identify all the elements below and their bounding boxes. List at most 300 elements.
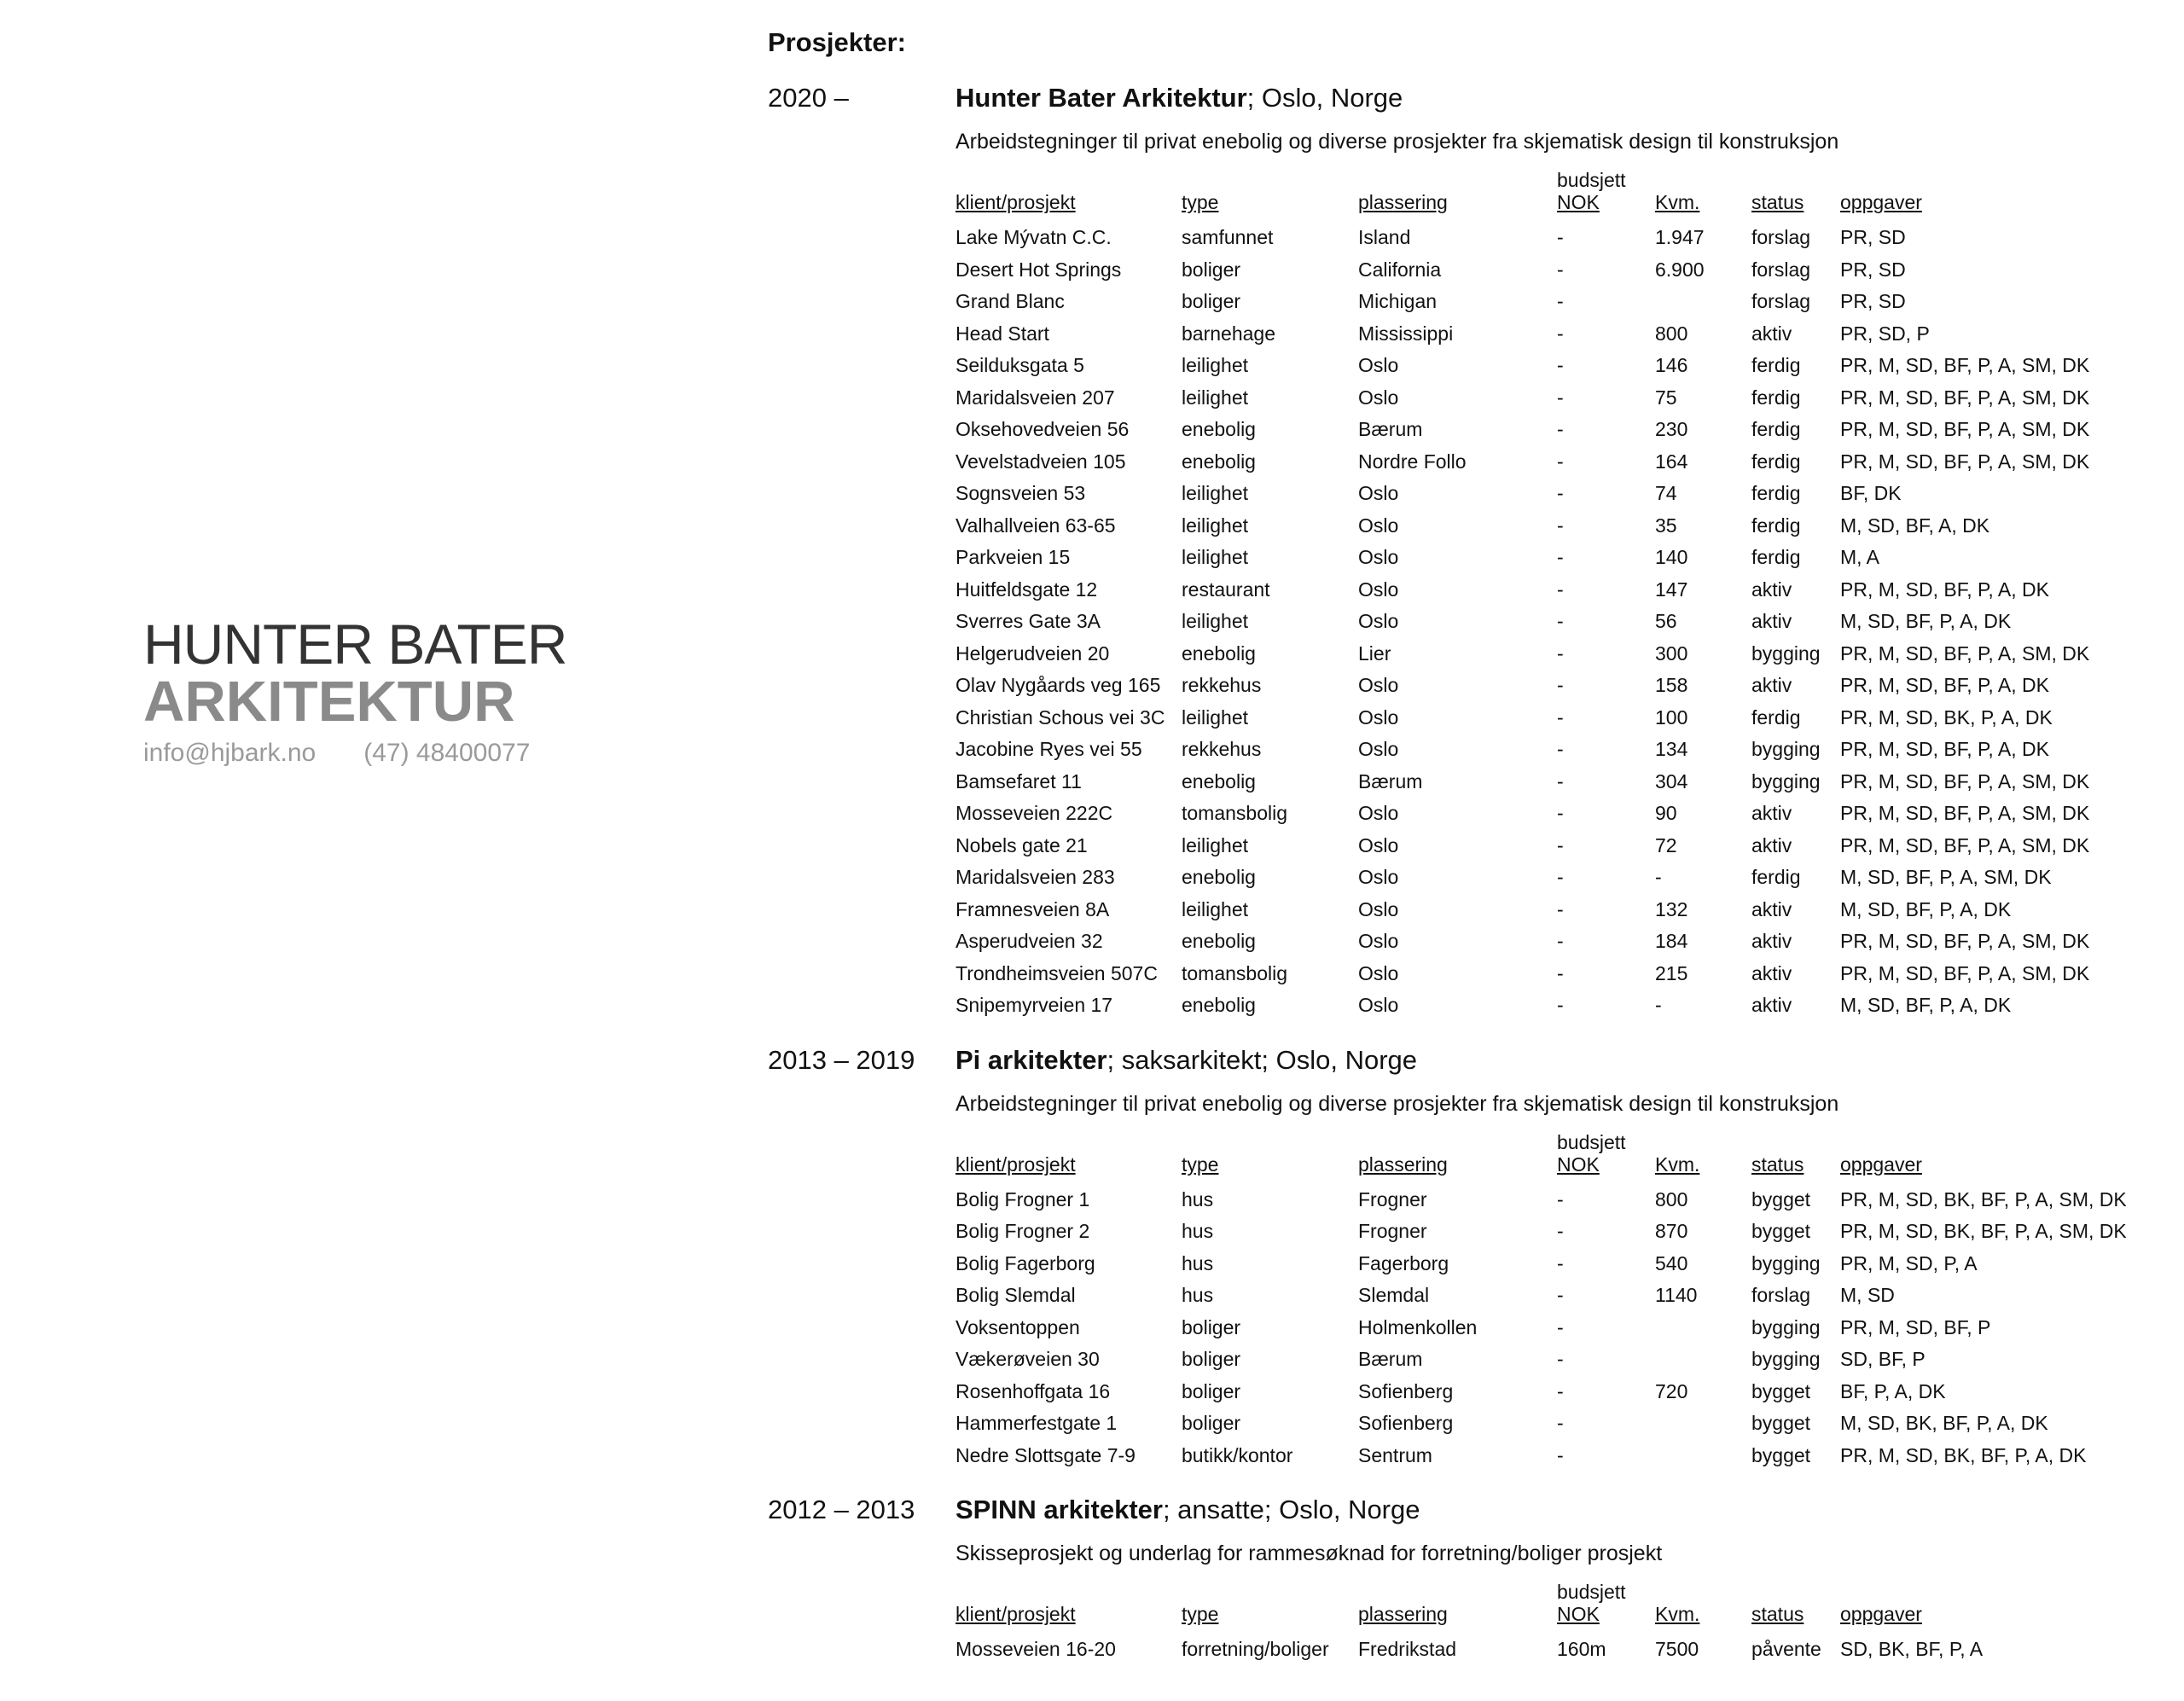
cell-tasks: M, SD, BF, P, A, SM, DK (1840, 866, 2052, 889)
cell-client: Hammerfestgate 1 (956, 1412, 1118, 1435)
cell-area: 800 (1655, 1187, 1688, 1210)
cell-tasks: PR, M, SD, BF, P, A, DK (1840, 738, 2049, 761)
cell-client: Sverres Gate 3A (956, 610, 1101, 633)
cell-budget: - (1557, 705, 1564, 729)
cell-tasks: PR, M, SD, P, A (1840, 1251, 1978, 1274)
col-area: Kvm. (1655, 1603, 1700, 1625)
col-status: status (1751, 1603, 1804, 1625)
cell-tasks: PR, M, SD, BF, P, A, SM, DK (1840, 354, 2090, 377)
cell-location: Oslo (1358, 578, 1399, 601)
cell-tasks: PR, M, SD, BF, P (1840, 1315, 1991, 1338)
cell-budget: - (1557, 674, 1564, 697)
table-row (956, 862, 2167, 894)
cell-client: Vevelstadveien 105 (956, 450, 1126, 473)
table-header (956, 165, 2167, 213)
cell-location: Oslo (1358, 833, 1399, 856)
contact-phone: (47) 48400077 (363, 739, 531, 767)
cell-status: forslag (1751, 1284, 1811, 1307)
cell-area: 35 (1655, 514, 1677, 537)
cell-location: Bærum (1358, 418, 1423, 441)
cell-location: Oslo (1358, 354, 1399, 377)
cell-type: restaurant (1182, 578, 1270, 601)
cell-budget: - (1557, 482, 1564, 505)
cell-status: bygget (1751, 1379, 1811, 1402)
section-title (956, 1045, 1417, 1076)
cell-area: 146 (1655, 354, 1688, 377)
cell-tasks: PR, M, SD, BF, P, A, DK (1840, 578, 2049, 601)
cell-location: Oslo (1358, 738, 1399, 761)
cell-budget: - (1557, 769, 1564, 792)
cell-location: Oslo (1358, 610, 1399, 633)
col-budget-line2: NOK (1557, 1152, 1600, 1176)
cell-type: rekkehus (1182, 674, 1262, 697)
cell-client: Jacobine Ryes vei 55 (956, 738, 1142, 761)
cell-area: 230 (1655, 418, 1688, 441)
section-description: Skisseprosjekt og underlag for rammesøknad for forretning/boliger prosjekt (956, 1541, 1663, 1565)
cell-tasks: M, SD, BF, P, A, DK (1840, 897, 2012, 920)
cell-tasks: PR, SD (1840, 226, 1906, 249)
cell-budget: - (1557, 738, 1564, 761)
projects-content (768, 24, 2167, 1678)
section-years: 2020 – (768, 83, 849, 113)
cell-area: 90 (1655, 802, 1677, 825)
cell-status: aktiv (1751, 578, 1792, 601)
cell-budget: - (1557, 514, 1564, 537)
project-sections (768, 72, 2167, 1678)
cell-area: 870 (1655, 1220, 1688, 1243)
cell-area: 134 (1655, 738, 1688, 761)
table-row (956, 606, 2167, 638)
cell-status: aktiv (1751, 610, 1792, 633)
cell-budget: - (1557, 1315, 1564, 1338)
cell-status: aktiv (1751, 897, 1792, 920)
cell-area: 720 (1655, 1379, 1688, 1402)
cell-tasks: PR, M, SD, BK, P, A, DK (1840, 705, 2053, 729)
cell-type: leilighet (1182, 386, 1248, 409)
cell-client: Maridalsveien 283 (956, 866, 1115, 889)
company-name: Hunter Bater Arkitektur (956, 83, 1247, 113)
table-header (956, 1577, 2167, 1625)
cell-type: tomansbolig (1182, 802, 1288, 825)
cell-client: Snipemyrveien 17 (956, 994, 1113, 1017)
cell-area: 800 (1655, 322, 1688, 345)
cell-client: Bolig Slemdal (956, 1284, 1076, 1307)
cell-tasks: PR, M, SD, BF, P, A, SM, DK (1840, 769, 2090, 792)
cell-location: Slemdal (1358, 1284, 1430, 1307)
cell-area: 140 (1655, 546, 1688, 569)
page-heading: Prosjekter: (768, 27, 906, 57)
cell-budget: - (1557, 802, 1564, 825)
cell-client: Vækerøveien 30 (956, 1348, 1100, 1371)
col-client: klient/prosjekt (956, 191, 1076, 213)
cell-status: ferdig (1751, 514, 1801, 537)
cell-location: Nordre Follo (1358, 450, 1467, 473)
cell-tasks: PR, M, SD, BF, P, A, SM, DK (1840, 833, 2090, 856)
cell-budget: - (1557, 1443, 1564, 1466)
cell-tasks: M, SD, BF, P, A, DK (1840, 610, 2012, 633)
col-location: plassering (1358, 191, 1448, 213)
cell-type: hus (1182, 1220, 1214, 1243)
cell-status: aktiv (1751, 322, 1792, 345)
table-row (956, 894, 2167, 926)
cell-location: Oslo (1358, 386, 1399, 409)
cell-location: Oslo (1358, 802, 1399, 825)
cell-type: rekkehus (1182, 738, 1262, 761)
cell-tasks: PR, SD (1840, 290, 1906, 313)
cell-tasks: BF, DK (1840, 482, 1902, 505)
table-row (956, 1312, 2167, 1344)
cell-area: 56 (1655, 610, 1677, 633)
col-tasks: oppgaver (1840, 1603, 1922, 1625)
cell-budget: - (1557, 290, 1564, 313)
cell-status: ferdig (1751, 386, 1801, 409)
cell-client: Head Start (956, 322, 1049, 345)
cell-client: Nobels gate 21 (956, 833, 1088, 856)
table-row (956, 542, 2167, 574)
cell-client: Olav Nygåards veg 165 (956, 674, 1161, 697)
project-section (768, 1034, 2167, 1484)
cell-location: Bærum (1358, 769, 1423, 792)
cell-location: Oslo (1358, 930, 1399, 953)
cell-type: enebolig (1182, 994, 1256, 1017)
col-type: type (1182, 1603, 1219, 1625)
cell-status: aktiv (1751, 833, 1792, 856)
cell-budget: - (1557, 1379, 1564, 1402)
cell-status: bygging (1751, 642, 1821, 665)
table-row (956, 958, 2167, 990)
cell-client: Rosenhoffgata 16 (956, 1379, 1111, 1402)
cell-client: Valhallveien 63-65 (956, 514, 1116, 537)
table-row (956, 414, 2167, 446)
company-logo (143, 612, 587, 768)
table-row (956, 990, 2167, 1022)
cell-budget: - (1557, 578, 1564, 601)
table-row (956, 1248, 2167, 1280)
cell-location: Michigan (1358, 290, 1438, 313)
company-details: ; saksarkitekt; Oslo, Norge (1107, 1044, 1418, 1075)
cell-client: Voksentoppen (956, 1315, 1080, 1338)
cell-tasks: M, SD, BF, A, DK (1840, 514, 1990, 537)
cell-client: Oksehovedveien 56 (956, 418, 1130, 441)
cell-tasks: PR, M, SD, BF, P, A, SM, DK (1840, 386, 2090, 409)
cell-tasks: PR, M, SD, BF, P, A, SM, DK (1840, 961, 2090, 984)
cell-tasks: PR, M, SD, BK, BF, P, A, SM, DK (1840, 1187, 2127, 1210)
cell-budget: - (1557, 642, 1564, 665)
cell-status: bygget (1751, 1412, 1811, 1435)
cell-type: tomansbolig (1182, 961, 1288, 984)
table-row (956, 1344, 2167, 1376)
cell-location: Oslo (1358, 674, 1399, 697)
cell-type: hus (1182, 1187, 1214, 1210)
section-header (768, 1483, 2167, 1536)
cell-location: Oslo (1358, 961, 1399, 984)
col-budget-line2: NOK (1557, 191, 1600, 213)
table-row (956, 1376, 2167, 1408)
table-row (956, 286, 2167, 318)
table-row (956, 1440, 2167, 1472)
section-title (956, 83, 1403, 113)
cell-client: Bolig Frogner 1 (956, 1187, 1090, 1210)
section-spacer (768, 1022, 2167, 1034)
cell-type: samfunnet (1182, 226, 1274, 249)
projects-table (956, 1128, 2167, 1472)
cell-status: aktiv (1751, 802, 1792, 825)
cell-area: 6.900 (1655, 258, 1705, 281)
cell-budget: - (1557, 1412, 1564, 1435)
cell-area: 132 (1655, 897, 1688, 920)
section-title (956, 1495, 1420, 1525)
cell-tasks: PR, M, SD, BF, P, A, SM, DK (1840, 418, 2090, 441)
cell-status: ferdig (1751, 482, 1801, 505)
cell-area: - (1655, 994, 1662, 1017)
cell-budget: - (1557, 1220, 1564, 1243)
col-tasks: oppgaver (1840, 191, 1922, 213)
cell-client: Seilduksgata 5 (956, 354, 1084, 377)
cell-tasks: SD, BK, BF, P, A (1840, 1638, 1984, 1661)
cell-status: bygget (1751, 1220, 1811, 1243)
cell-area: 100 (1655, 705, 1688, 729)
cell-type: enebolig (1182, 866, 1256, 889)
company-name: Pi arkitekter (956, 1044, 1107, 1075)
col-type: type (1182, 191, 1219, 213)
cell-tasks: PR, M, SD, BF, P, A, SM, DK (1840, 450, 2090, 473)
table-row (956, 702, 2167, 734)
cell-type: boliger (1182, 1315, 1241, 1338)
cell-status: påvente (1751, 1638, 1821, 1661)
cell-client: Framnesveien 8A (956, 897, 1110, 920)
cell-status: aktiv (1751, 961, 1792, 984)
cell-location: Sentrum (1358, 1443, 1432, 1466)
cell-location: Frogner (1358, 1187, 1427, 1210)
cell-status: bygging (1751, 1348, 1821, 1371)
cell-status: forslag (1751, 258, 1811, 281)
col-budget-line1: budsjett (1557, 1581, 1626, 1603)
cell-status: ferdig (1751, 418, 1801, 441)
cell-status: forslag (1751, 226, 1811, 249)
cell-client: Bamsefaret 11 (956, 769, 1082, 792)
table-row (956, 222, 2167, 254)
table-row (956, 1634, 2167, 1666)
table-row (956, 638, 2167, 671)
cell-area: 147 (1655, 578, 1688, 601)
col-client: klient/prosjekt (956, 1603, 1076, 1625)
cell-budget: - (1557, 1187, 1564, 1210)
project-section (768, 72, 2167, 1034)
cell-status: ferdig (1751, 866, 1801, 889)
cell-tasks: PR, M, SD, BK, BF, P, A, DK (1840, 1443, 2087, 1466)
cell-budget: - (1557, 1251, 1564, 1274)
cell-type: boliger (1182, 1412, 1241, 1435)
cell-tasks: PR, M, SD, BF, P, A, DK (1840, 674, 2049, 697)
table-row (956, 1280, 2167, 1312)
company-name: SPINN arkitekter (956, 1495, 1163, 1524)
table-row (956, 1408, 2167, 1440)
cell-client: Asperudveien 32 (956, 930, 1103, 953)
project-section (768, 1483, 2167, 1678)
cell-tasks: BF, P, A, DK (1840, 1379, 1946, 1402)
cell-type: enebolig (1182, 450, 1256, 473)
cell-location: Sofienberg (1358, 1379, 1454, 1402)
cell-location: Frogner (1358, 1220, 1427, 1243)
col-client: klient/prosjekt (956, 1152, 1076, 1176)
table-row (956, 350, 2167, 382)
section-description: Arbeidstegninger til privat enebolig og diverse prosjekter fra skjematisk design til konstruksjon (956, 130, 1839, 154)
cell-type: enebolig (1182, 930, 1256, 953)
table-row (956, 830, 2167, 862)
col-type: type (1182, 1152, 1219, 1176)
cell-area: 304 (1655, 769, 1688, 792)
cell-client: Bolig Frogner 2 (956, 1220, 1090, 1243)
cell-status: bygget (1751, 1187, 1811, 1210)
cell-type: leilighet (1182, 514, 1248, 537)
table-row (956, 1216, 2167, 1248)
table-header (956, 1128, 2167, 1176)
cell-location: Mississippi (1358, 322, 1454, 345)
cell-type: butikk/kontor (1182, 1443, 1293, 1466)
cell-location: Oslo (1358, 514, 1399, 537)
cell-status: bygging (1751, 1315, 1821, 1338)
table-row (956, 382, 2167, 415)
table-row (956, 670, 2167, 702)
cell-client: Bolig Fagerborg (956, 1251, 1095, 1274)
cell-type: enebolig (1182, 769, 1256, 792)
cell-type: leilighet (1182, 482, 1248, 505)
section-years: 2012 – 2013 (768, 1495, 915, 1524)
cell-budget: - (1557, 354, 1564, 377)
cell-client: Grand Blanc (956, 290, 1065, 313)
cell-budget: - (1557, 897, 1564, 920)
col-budget (1557, 1131, 1655, 1176)
cell-tasks: M, A (1840, 546, 1880, 569)
cell-area: 1140 (1655, 1284, 1698, 1307)
cell-budget: - (1557, 386, 1564, 409)
cell-type: hus (1182, 1284, 1214, 1307)
cell-tasks: M, SD (1840, 1284, 1895, 1307)
col-budget (1557, 169, 1655, 213)
cell-type: leilighet (1182, 897, 1248, 920)
cell-location: Oslo (1358, 994, 1399, 1017)
contact-email: info@hjbark.no (143, 739, 317, 767)
cell-type: leilighet (1182, 354, 1248, 377)
cell-type: leilighet (1182, 610, 1248, 633)
cell-type: boliger (1182, 1348, 1241, 1371)
col-area: Kvm. (1655, 1152, 1700, 1176)
cell-area: 164 (1655, 450, 1688, 473)
col-status: status (1751, 191, 1804, 213)
cell-area: 300 (1655, 642, 1688, 665)
col-tasks: oppgaver (1840, 1152, 1922, 1176)
table-row (956, 734, 2167, 766)
cell-client: Mosseveien 16-20 (956, 1638, 1116, 1661)
cell-location: Oslo (1358, 866, 1399, 889)
cell-area: 158 (1655, 674, 1688, 697)
table-row (956, 574, 2167, 607)
cell-client: Sognsveien 53 (956, 482, 1086, 505)
cell-tasks: PR, M, SD, BF, P, A, SM, DK (1840, 930, 2090, 953)
cell-status: aktiv (1751, 674, 1792, 697)
cell-status: forslag (1751, 290, 1811, 313)
cell-tasks: M, SD, BF, P, A, DK (1840, 994, 2012, 1017)
cell-location: Sofienberg (1358, 1412, 1454, 1435)
cell-tasks: PR, M, SD, BK, BF, P, A, SM, DK (1840, 1220, 2127, 1243)
projects-table (956, 165, 2167, 1022)
cell-client: Huitfeldsgate 12 (956, 578, 1098, 601)
cell-budget: - (1557, 866, 1564, 889)
cell-budget: - (1557, 258, 1564, 281)
cell-area: 72 (1655, 833, 1677, 856)
cell-type: forretning/boliger (1182, 1638, 1329, 1661)
company-details: ; ansatte; Oslo, Norge (1162, 1495, 1420, 1524)
cell-budget: - (1557, 930, 1564, 953)
section-spacer (768, 1666, 2167, 1678)
cell-status: aktiv (1751, 930, 1792, 953)
table-row (956, 318, 2167, 351)
cell-budget: - (1557, 961, 1564, 984)
cell-client: Mosseveien 222C (956, 802, 1113, 825)
cell-client: Christian Schous vei 3C (956, 705, 1165, 729)
cell-type: boliger (1182, 258, 1241, 281)
table-row (956, 478, 2167, 510)
cell-client: Trondheimsveien 507C (956, 961, 1158, 984)
col-location: plassering (1358, 1152, 1448, 1176)
cell-location: Lier (1358, 642, 1391, 665)
cell-type: leilighet (1182, 546, 1248, 569)
cell-area: 1.947 (1655, 226, 1705, 249)
cell-status: ferdig (1751, 354, 1801, 377)
col-budget-line1: budsjett (1557, 169, 1626, 191)
table-row (956, 1184, 2167, 1216)
cell-status: ferdig (1751, 705, 1801, 729)
cell-type: boliger (1182, 1379, 1241, 1402)
cell-client: Helgerudveien 20 (956, 642, 1110, 665)
section-spacer (768, 1472, 2167, 1483)
cell-location: Oslo (1358, 482, 1399, 505)
cell-location: California (1358, 258, 1442, 281)
cell-status: aktiv (1751, 994, 1792, 1017)
table-row (956, 766, 2167, 798)
cell-type: enebolig (1182, 642, 1256, 665)
cell-location: Oslo (1358, 546, 1399, 569)
cell-tasks: PR, SD, P (1840, 322, 1930, 345)
col-budget (1557, 1581, 1655, 1625)
cell-area: 184 (1655, 930, 1688, 953)
projects-table (956, 1577, 2167, 1666)
cell-type: enebolig (1182, 418, 1256, 441)
col-budget-line1: budsjett (1557, 1130, 1626, 1153)
table-row (956, 510, 2167, 543)
cell-client: Lake Mývatn C.C. (956, 226, 1112, 249)
cell-client: Nedre Slottsgate 7-9 (956, 1443, 1136, 1466)
cell-status: bygget (1751, 1443, 1811, 1466)
cell-location: Fagerborg (1358, 1251, 1449, 1274)
section-years: 2013 – 2019 (768, 1044, 915, 1075)
cell-budget: - (1557, 1284, 1564, 1307)
col-status: status (1751, 1152, 1804, 1176)
cell-status: bygging (1751, 769, 1821, 792)
cell-location: Oslo (1358, 705, 1399, 729)
cell-tasks: PR, M, SD, BF, P, A, SM, DK (1840, 802, 2090, 825)
cell-budget: - (1557, 833, 1564, 856)
cell-type: leilighet (1182, 833, 1248, 856)
cell-budget: - (1557, 1348, 1564, 1371)
section-header (768, 72, 2167, 125)
cell-area: 75 (1655, 386, 1677, 409)
logo-contact (143, 739, 587, 768)
cell-location: Fredrikstad (1358, 1638, 1457, 1661)
cell-budget: - (1557, 450, 1564, 473)
cell-type: hus (1182, 1251, 1214, 1274)
cell-location: Oslo (1358, 897, 1399, 920)
